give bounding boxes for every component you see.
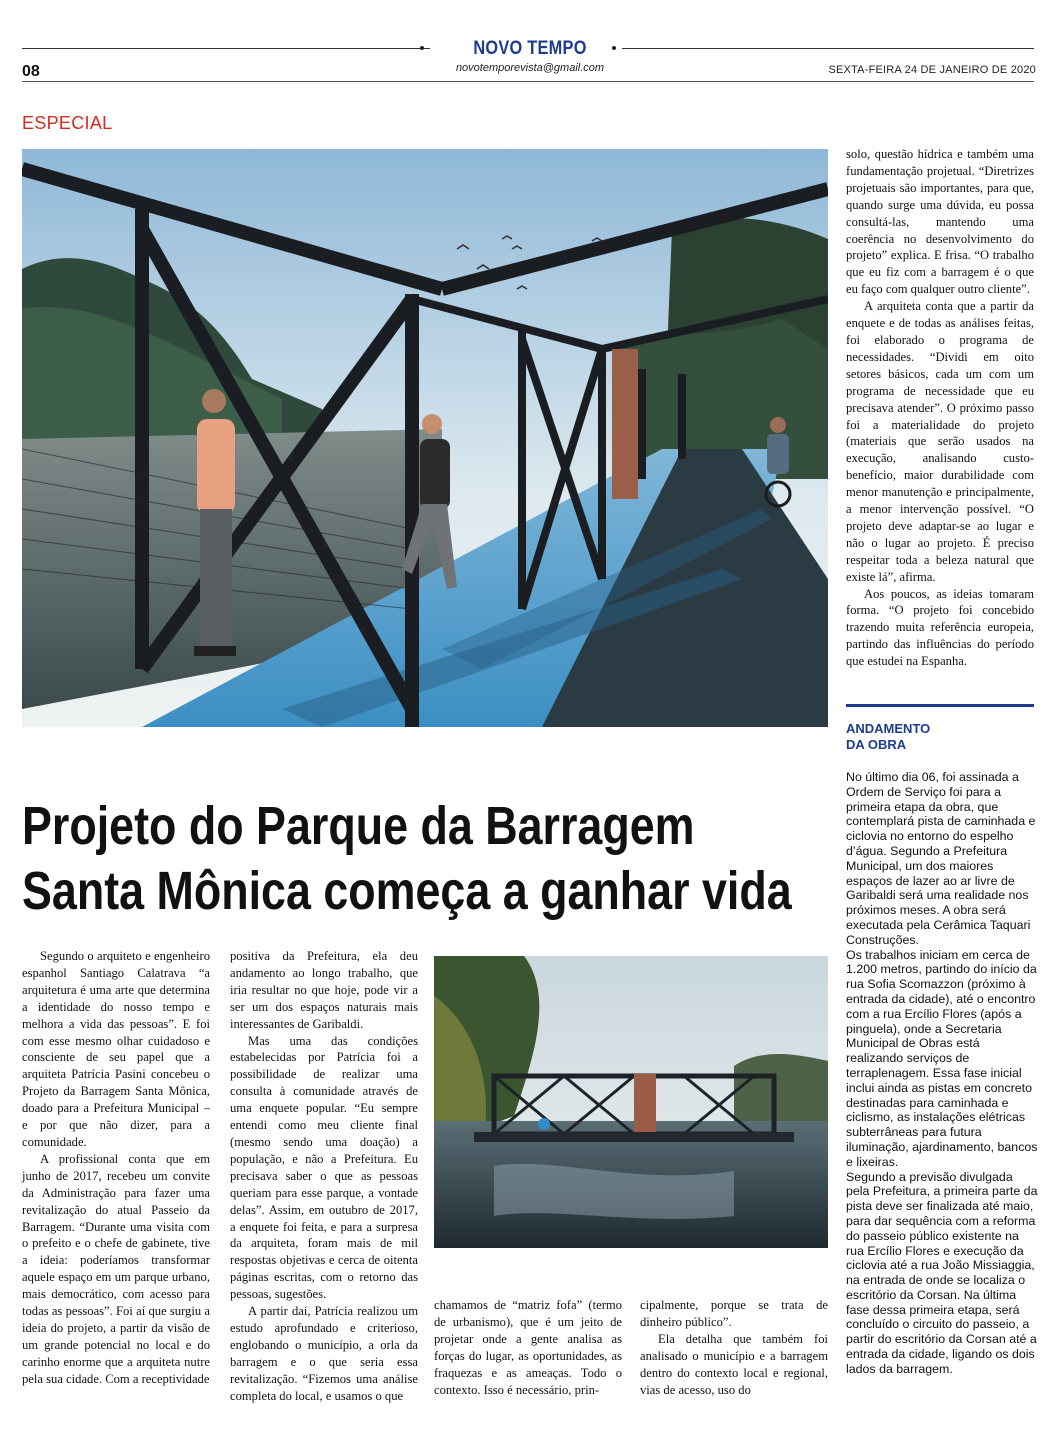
sidebar-rule xyxy=(846,704,1034,707)
header-bottom-rule xyxy=(22,81,1034,82)
article-paragraph: A partir daí, Patrícia realizou um estudo aprofundado e criterioso, englobando o município, a orla da barragem e o que seria essa revitalização. “Fizemos uma análise completa do local, e usamos o que xyxy=(230,1304,418,1403)
sidebar-body xyxy=(846,770,1038,1377)
article-paragraph: Ela detalha que também foi analisado o município e a barragem dentro do contexto local e regional, vias de acesso, uso do xyxy=(640,1331,828,1397)
article-column-1 xyxy=(22,948,210,1388)
header-rule-right xyxy=(622,48,1034,49)
river-bridge-photo xyxy=(434,956,828,1248)
article-column-3 xyxy=(434,1297,622,1398)
article-paragraph: A arquiteta conta que a partir da enquete e de todas as análises feitas, foi elaborado o programa de necessidades. “Dividi em oito setores básicos, cada um com um programa de necessidade que eu precisava atender”. O próximo passo foi a materialidade do projeto (materiais que serão usados na execução, analisando custo-benefício, maior durabilidade com menor manutenção e principalmente, a menor intervenção possível. “O projeto deve adaptar-se ao lugar e não o lugar ao projeto. É preciso respeitar toda a beleza natural que existe lá”, afirma. xyxy=(846,299,1034,584)
sidebar-paragraph: No último dia 06, foi assinada a Ordem de Serviço foi para a primeira etapa da obra, que contemplará pista de caminhada e ciclovia no entorno do espelho d’água. Segundo a Prefeitura Municipal, um dos maiores espaços de lazer ao ar livre de Garibaldi será uma realidade nos próximos meses. A obra será executada pela Cerâmica Taquari Construções. xyxy=(846,770,1036,947)
header-rule-left xyxy=(22,48,430,49)
top-right-column xyxy=(846,146,1034,670)
sidebar-title-line2: DA OBRA xyxy=(846,737,907,752)
sidebar-paragraph: Os trabalhos iniciam em cerca de 1.200 metros, partindo do início da rua Sofia Scomazzon (próximo à entrada da cidade), até o encontro com a rua Ercílio Flores (após a pinguela), onde a Secretaria Municipal de Obras está realizando serviços de terraplenagem. Essa fase inicial inclui ainda as pistas em concreto destinadas para caminhada e ciclismo, as instalações elétricas subterrâneas para futura iluminação, ajardinamento, bancos e lixeiras. xyxy=(846,947,1038,1169)
header-email: novotemporevista@gmail.com xyxy=(455,62,605,74)
article-paragraph: Aos poucos, as ideias tomaram forma. “O projeto foi concebido trazendo muita referência europeia, partindo das influências do período que estudei na Espanha. xyxy=(846,586,1034,669)
section-label: ESPECIAL xyxy=(22,113,113,133)
masthead: NOVO TEMPO xyxy=(473,38,587,59)
article-paragraph: chamamos de “matriz fofa” (termo de urbanismo), que é um jeito de projetar onde a gente analisa as forças do lugar, as oportunidades, as fraquezas e as ameaças. Todo o contexto. Isso é necessário, prin- xyxy=(434,1298,622,1397)
main-bridge-photo xyxy=(22,149,828,727)
headline-line1: Projeto do Parque da Barragem xyxy=(22,796,695,856)
article-paragraph: positiva da Prefeitura, ela deu andamento ao longo trabalho, que iria resultar no que hoje, pode vir a ser um dos espaços naturais mais interessantes de Garibaldi. xyxy=(230,949,418,1031)
article-paragraph: A profissional conta que em junho de 2017, recebeu um convite da Administração para fazer uma revitalização do atual Passeio da Barragem. “Durante uma visita com o prefeito e o chefe de gabinete, tive a ideia: poderíamos transformar aquele espaço em um parque urbano, mais democrático, com acesso para todas as pessoas”. Foi aí que surgiu a ideia do projeto, a partir da visão de um grande potencial no local e do carinho enorme que a arquiteta nutre pela sua cidade. Com a receptividade xyxy=(22,1151,210,1386)
article-column-2 xyxy=(230,948,418,1404)
sidebar-title-line1: ANDAMENTO xyxy=(846,721,931,736)
sidebar-paragraph: Segundo a previsão divulgada pela Prefeitura, a primeira parte da pista deve ser finalizada até maio, para dar sequência com a reforma do passeio público existente na rua Ercílio Flores e execução da ciclovia até a rua João Missiaggia, na entrada de onde se localiza o escritório da Corsan. Na última fase dessa primeira etapa, será concluído o circuito do passeio, a partir do escritório da Corsan até a entrada da cidade, ligando os dois lados da barragem. xyxy=(846,1169,1038,1376)
article-paragraph: Mas uma das condições estabelecidas por Patrícia foi a possibilidade de realizar uma consulta à comunidade através de uma enquete popular. “Eu sempre entendi como meu cliente final (mesmo sendo uma doação) a população, e não a Prefeitura. Eu precisava saber o que as pessoas queriam para esse parque, a vontade delas”. Assim, em outubro de 2017, a enquete foi feita, e para a surpresa da arquiteta, foram mais de mil respostas objetivas e cerca de oitenta páginas escritas, com o retorno das pessoas, sugestões. xyxy=(230,1033,418,1302)
page-number: 08 xyxy=(22,63,40,80)
header-dot-left xyxy=(420,46,424,50)
article-paragraph: solo, questão hídrica e também uma fundamentação projetual. “Diretrizes projetuais são importantes, para que, quando surge uma dúvida, eu possa consultá-las, mantendo uma coerência no desenvolvimento do projeto” explica. E frisa. “O trabalho que eu fiz com a barragem é o que eu faço com qualquer outro cliente”. xyxy=(846,147,1034,297)
article-paragraph: cipalmente, porque se trata de dinheiro público”. xyxy=(640,1298,828,1329)
headline-line2: Santa Mônica começa a ganhar vida xyxy=(22,861,792,921)
article-column-4 xyxy=(640,1297,828,1398)
header-date: SEXTA-FEIRA 24 DE JANEIRO DE 2020 xyxy=(828,64,1036,76)
article-paragraph: Segundo o arquiteto e engenheiro espanhol Santiago Calatrava “a arquitetura é uma arte que determina a identidade do nosso tempo e melhora a vida das pessoas”. E foi com esse mesmo olhar cuidadoso e consciente de seu papel que a arquiteta Patrícia Pasini concebeu o Projeto da Barragem Santa Mônica, doado para a Prefeitura Municipal – e por que não dizer, para a comunidade. xyxy=(22,949,210,1149)
header-dot-right xyxy=(612,46,616,50)
sidebar-title xyxy=(846,721,1036,753)
